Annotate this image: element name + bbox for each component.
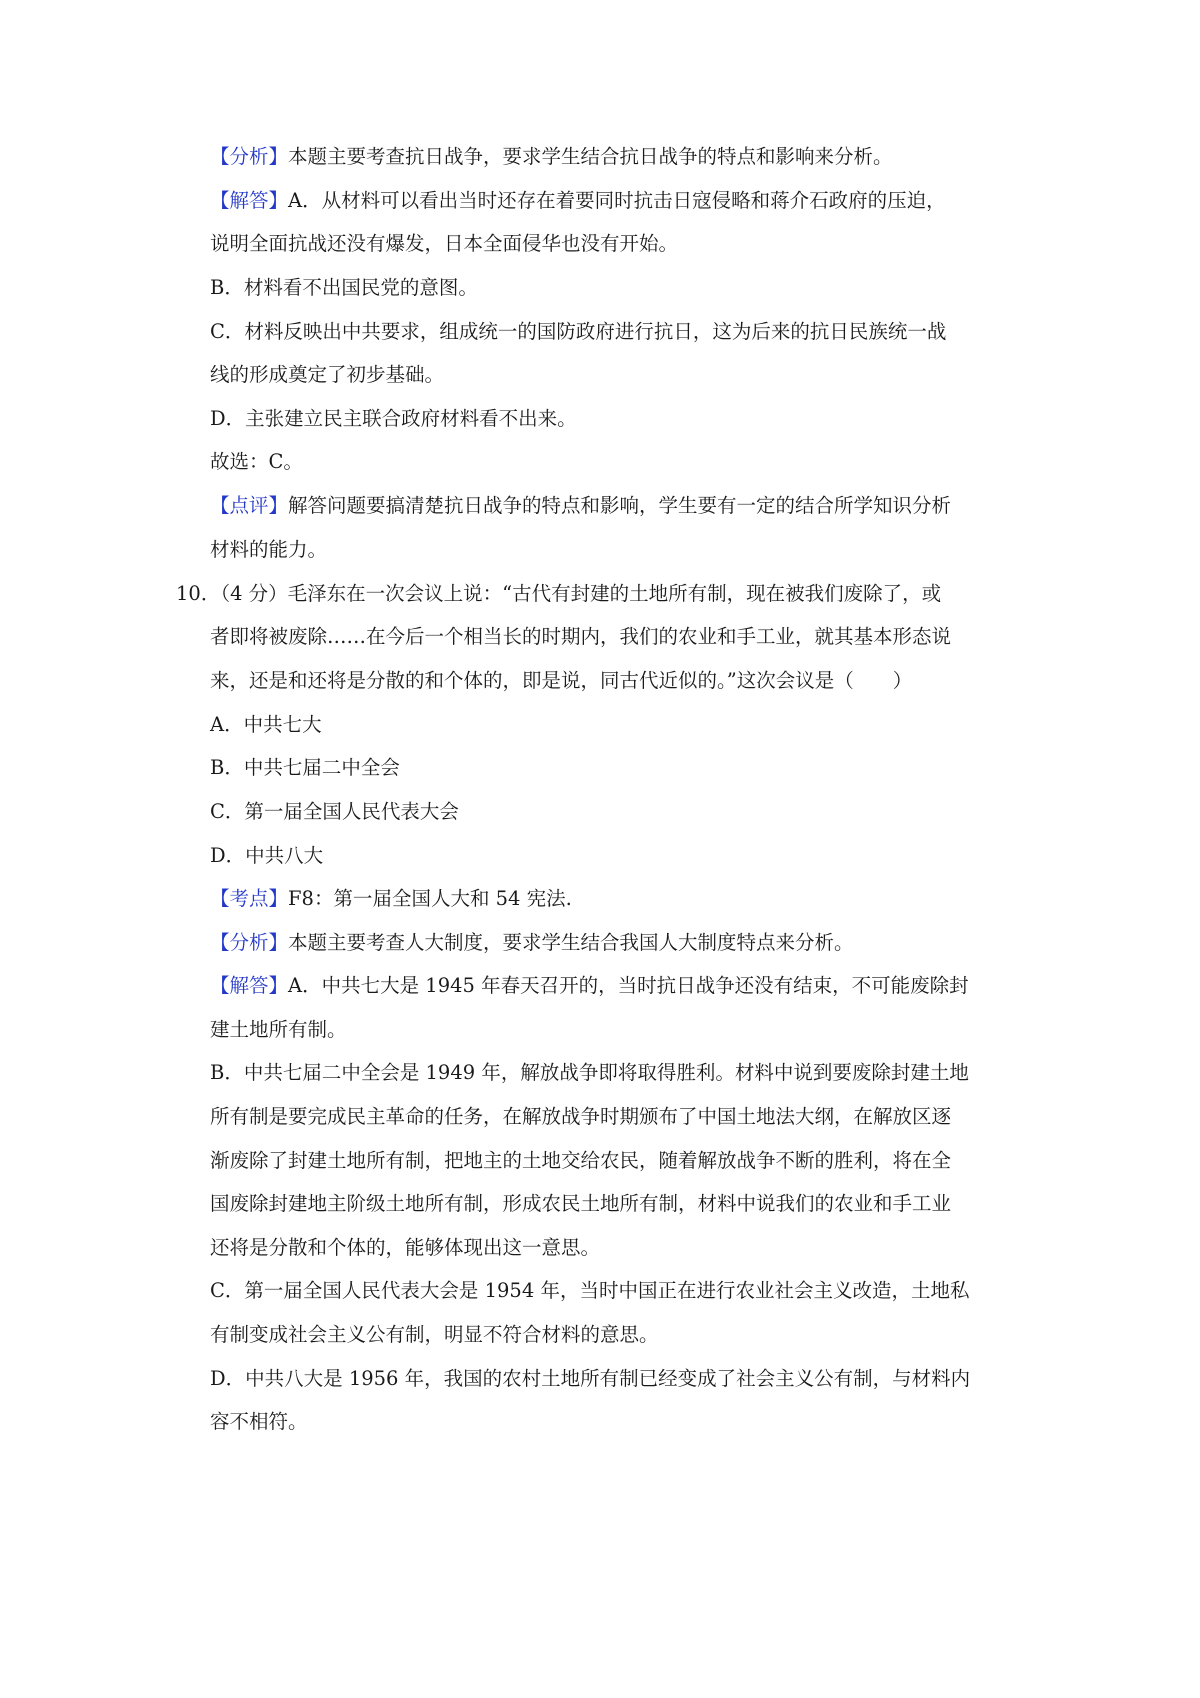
q10-answer-d-line2: 容不相符。 bbox=[210, 1410, 308, 1433]
q10-kaodian bbox=[210, 885, 572, 913]
analysis-tag: 【分析】 bbox=[210, 145, 289, 168]
q10-stem-line1: 10．（4 分）毛泽东在一次会议上说：“古代有封建的土地所有制，现在被我们废除了，或 bbox=[176, 582, 942, 605]
q9-answer-c-line1: C．材料反映出中共要求，组成统一的国防政府进行抗日，这为后来的抗日民族统一战 bbox=[210, 320, 947, 343]
q9-answer-c-line2: 线的形成奠定了初步基础。 bbox=[210, 363, 445, 386]
q10-option-b: B．中共七届二中全会 bbox=[210, 756, 400, 779]
answer-tag: 【解答】 bbox=[210, 189, 289, 212]
q9-choice: 故选：C。 bbox=[210, 450, 303, 473]
q10-answer-b-line5: 还将是分散和个体的，能够体现出这一意思。 bbox=[210, 1236, 601, 1259]
analysis-tag: 【分析】 bbox=[210, 931, 289, 954]
q10-answer-a-line2: 建土地所有制。 bbox=[210, 1018, 347, 1041]
comment-tag: 【点评】 bbox=[210, 494, 289, 517]
q10-answer-c-line2: 有制变成社会主义公有制，明显不符合材料的意思。 bbox=[210, 1323, 659, 1346]
q9-answer-d: D．主张建立民主联合政府材料看不出来。 bbox=[210, 407, 577, 430]
q9-comment-line1 bbox=[210, 492, 951, 520]
q9-analysis bbox=[210, 143, 893, 171]
q10-answer-a-line1 bbox=[210, 972, 969, 1000]
q9-answer-a-line2: 说明全面抗战还没有爆发，日本全面侵华也没有开始。 bbox=[210, 232, 679, 255]
q10-answer-b-line4: 国废除封建地主阶级土地所有制，形成农民土地所有制，材料中说我们的农业和手工业 bbox=[210, 1192, 952, 1215]
kaodian-tag: 【考点】 bbox=[210, 887, 289, 910]
answer-text: A．从材料可以看出当时还存在着要同时抗击日寇侵略和蒋介石政府的压迫， bbox=[288, 189, 946, 212]
kaodian-text: F8：第一届全国人大和 54 宪法. bbox=[288, 887, 572, 910]
q10-answer-b-line3: 渐废除了封建土地所有制，把地主的土地交给农民，随着解放战争不断的胜利，将在全 bbox=[210, 1149, 952, 1172]
q9-comment-line2: 材料的能力。 bbox=[210, 538, 328, 561]
q10-option-c: C．第一届全国人民代表大会 bbox=[210, 800, 459, 823]
analysis-text: 本题主要考查抗日战争，要求学生结合抗日战争的特点和影响来分析。 bbox=[288, 145, 893, 168]
q9-answer-b: B．材料看不出国民党的意图。 bbox=[210, 276, 478, 299]
answer-text: A．中共七大是 1945 年春天召开的，当时抗日战争还没有结束，不可能废除封 bbox=[288, 974, 969, 997]
q10-stem-line2: 者即将被废除……在今后一个相当长的时期内，我们的农业和手工业，就其基本形态说 bbox=[210, 625, 952, 648]
q10-analysis bbox=[210, 929, 854, 957]
q10-answer-b-line2: 所有制是要完成民主革命的任务，在解放战争时期颁布了中国土地法大纲，在解放区逐 bbox=[210, 1105, 952, 1128]
q10-answer-b-line1: B．中共七届二中全会是 1949 年，解放战争即将取得胜利。材料中说到要废除封建土地 bbox=[210, 1061, 969, 1084]
q9-answer-a-line1 bbox=[210, 187, 946, 215]
comment-text: 解答问题要搞清楚抗日战争的特点和影响，学生要有一定的结合所学知识分析 bbox=[288, 494, 952, 517]
q10-answer-c-line1: C．第一届全国人民代表大会是 1954 年，当时中国正在进行农业社会主义改造，土地私 bbox=[210, 1279, 970, 1302]
q10-option-a: A．中共七大 bbox=[210, 713, 322, 736]
q10-option-d: D．中共八大 bbox=[210, 844, 324, 867]
answer-tag: 【解答】 bbox=[210, 974, 289, 997]
analysis-text: 本题主要考查人大制度，要求学生结合我国人大制度特点来分析。 bbox=[288, 931, 854, 954]
q10-answer-d-line1: D．中共八大是 1956 年，我国的农村土地所有制已经变成了社会主义公有制，与材料内 bbox=[210, 1367, 971, 1390]
q10-stem-line3: 来，还是和还将是分散的和个体的，即是说，同古代近似的。”这次会议是（ ） bbox=[210, 669, 913, 692]
